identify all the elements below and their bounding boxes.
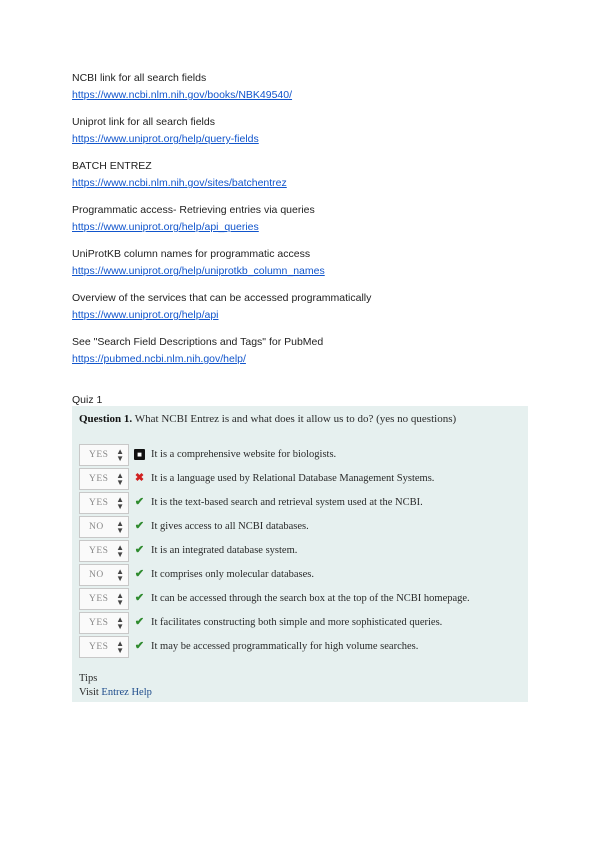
tips-prefix: Visit xyxy=(79,687,99,698)
select-arrows-icon: ▲ ▼ xyxy=(116,567,124,583)
unchecked-box-icon: ■ xyxy=(134,449,145,460)
answer-select[interactable] xyxy=(79,492,129,514)
answer-select[interactable] xyxy=(79,612,129,634)
question-number: Question 1. xyxy=(79,413,133,425)
statement-text: It is a language used by Relational Database Management Systems. xyxy=(151,473,435,484)
check-icon: ✔ xyxy=(134,640,145,652)
entry-title: Programmatic access- Retrieving entries via queries xyxy=(72,204,315,216)
check-icon: ✔ xyxy=(134,496,145,508)
statement-text: It can be accessed through the search box at the top of the NCBI homepage. xyxy=(151,593,470,604)
entry-url[interactable]: https://www.uniprot.org/help/uniprotkb_column_names xyxy=(72,265,325,277)
tips-heading: Tips xyxy=(79,673,98,684)
select-arrows-icon: ▲ ▼ xyxy=(116,471,124,487)
selected-value: NO xyxy=(89,570,104,580)
link-entry xyxy=(72,291,552,335)
entry-title: NCBI link for all search fields xyxy=(72,72,207,84)
check-icon: ✔ xyxy=(134,592,145,604)
entry-url[interactable]: https://www.uniprot.org/help/query-fields xyxy=(72,133,259,145)
answer-select[interactable] xyxy=(79,564,129,586)
answer-row xyxy=(79,468,524,490)
statement-text: It is the text-based search and retrieval system used at the NCBI. xyxy=(151,497,423,508)
answer-select[interactable] xyxy=(79,444,129,466)
selected-value: YES xyxy=(89,642,109,652)
cross-icon: ✖ xyxy=(134,472,145,484)
link-entry xyxy=(72,71,552,115)
answer-row xyxy=(79,564,524,586)
link-entry xyxy=(72,335,552,379)
statement-text: It gives access to all NCBI databases. xyxy=(151,521,309,532)
question-heading xyxy=(79,412,456,426)
entry-url[interactable]: https://www.ncbi.nlm.nih.gov/sites/batchentrez xyxy=(72,177,287,189)
selected-value: NO xyxy=(89,522,104,532)
selected-value: YES xyxy=(89,450,109,460)
answer-row xyxy=(79,588,524,610)
check-icon: ✔ xyxy=(134,520,145,532)
statement-text: It facilitates constructing both simple and more sophisticated queries. xyxy=(151,617,443,628)
statement-text: It comprises only molecular databases. xyxy=(151,569,314,580)
entry-url[interactable]: https://www.uniprot.org/help/api_queries xyxy=(72,221,259,233)
select-arrows-icon: ▲ ▼ xyxy=(116,615,124,631)
link-entry xyxy=(72,159,552,203)
answer-select[interactable] xyxy=(79,540,129,562)
select-arrows-icon: ▲ ▼ xyxy=(116,543,124,559)
entry-url[interactable]: https://www.uniprot.org/help/api xyxy=(72,309,219,321)
answer-select[interactable] xyxy=(79,468,129,490)
answer-select[interactable] xyxy=(79,516,129,538)
answer-select[interactable] xyxy=(79,588,129,610)
link-entry xyxy=(72,203,552,247)
select-arrows-icon: ▲ ▼ xyxy=(116,639,124,655)
entry-title: See "Search Field Descriptions and Tags" for PubMed xyxy=(72,336,324,348)
statement-text: It is an integrated database system. xyxy=(151,545,298,556)
answer-row xyxy=(79,540,524,562)
reference-links xyxy=(72,71,552,379)
check-icon: ✔ xyxy=(134,544,145,556)
entrez-help-link[interactable]: Entrez Help xyxy=(101,687,152,698)
entry-title: UniProtKB column names for programmatic access xyxy=(72,248,311,260)
answer-select[interactable] xyxy=(79,636,129,658)
question-text: What NCBI Entrez is and what does it allow us to do? (yes no questions) xyxy=(134,413,457,425)
link-entry xyxy=(72,115,552,159)
entry-url[interactable]: https://www.ncbi.nlm.nih.gov/books/NBK49540/ xyxy=(72,89,293,101)
link-entry xyxy=(72,247,552,291)
quiz-panel xyxy=(72,406,528,702)
selected-value: YES xyxy=(89,498,109,508)
answer-row xyxy=(79,444,524,466)
selected-value: YES xyxy=(89,618,109,628)
entry-title: Overview of the services that can be accessed programmatically xyxy=(72,292,372,304)
check-icon: ✔ xyxy=(134,616,145,628)
check-icon: ✔ xyxy=(134,568,145,580)
select-arrows-icon: ▲ ▼ xyxy=(116,495,124,511)
select-arrows-icon: ▲ ▼ xyxy=(116,447,124,463)
tips-line xyxy=(79,686,152,699)
statement-text: It may be accessed programmatically for high volume searches. xyxy=(151,641,419,652)
selected-value: YES xyxy=(89,474,109,484)
entry-title: Uniprot link for all search fields xyxy=(72,116,215,128)
answer-row xyxy=(79,636,524,658)
answer-row xyxy=(79,516,524,538)
select-arrows-icon: ▲ ▼ xyxy=(116,591,124,607)
selected-value: YES xyxy=(89,594,109,604)
select-arrows-icon: ▲ ▼ xyxy=(116,519,124,535)
entry-url[interactable]: https://pubmed.ncbi.nlm.nih.gov/help/ xyxy=(72,353,246,365)
quiz-label: Quiz 1 xyxy=(72,394,103,406)
entry-title: BATCH ENTREZ xyxy=(72,160,152,172)
answer-row xyxy=(79,492,524,514)
statement-text: It is a comprehensive website for biologists. xyxy=(151,449,337,460)
selected-value: YES xyxy=(89,546,109,556)
answer-row xyxy=(79,612,524,634)
